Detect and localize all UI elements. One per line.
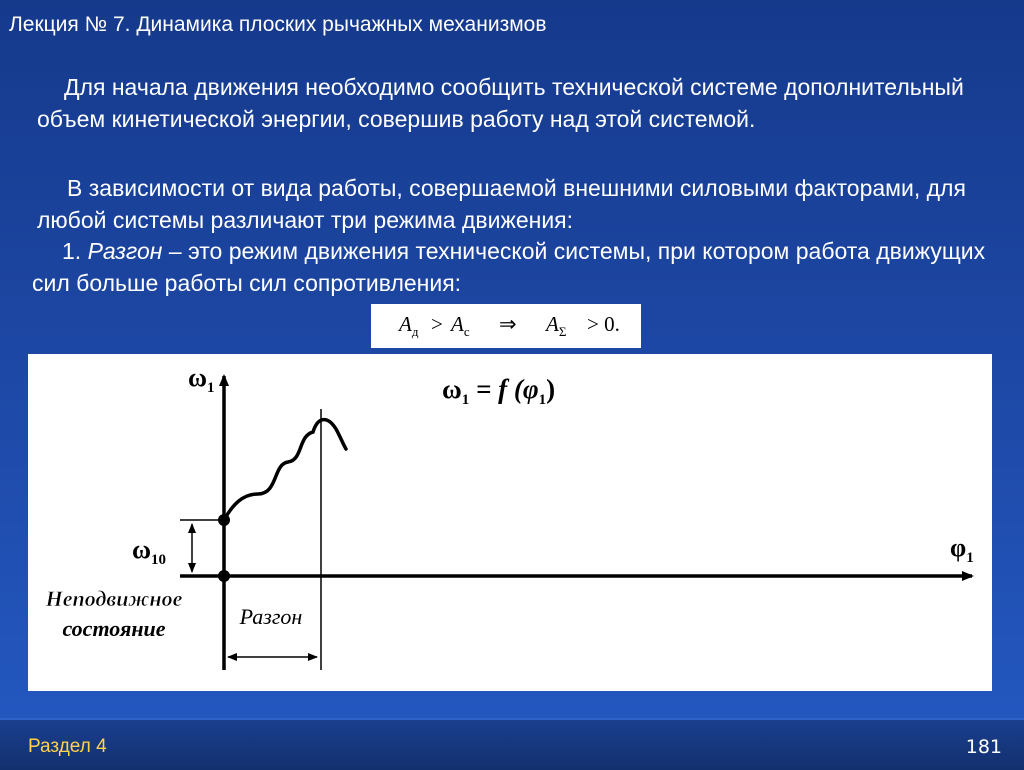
acceleration-label: Разгон bbox=[239, 604, 303, 629]
formula-box bbox=[371, 304, 641, 348]
y-axis-label: $\omega_1$ bbox=[188, 363, 215, 396]
paragraph-energy: Для начала движения необходимо сообщить технической системе дополнительный объем кинетической энергии, совершив работу над этой системой. bbox=[37, 74, 964, 132]
formula-work-driving: $A_д$ bbox=[399, 312, 419, 340]
footer-bar bbox=[0, 718, 1024, 770]
rest-state-label-line1: Неподвижное bbox=[45, 586, 183, 611]
item-number: 1. bbox=[62, 238, 88, 264]
slide-title: Лекция № 7. Динамика плоских рычажных механизмов bbox=[9, 13, 547, 36]
item-definition: – это режим движения технической системы, при котором работа движущих сил больше работы сил сопротивления: bbox=[32, 238, 986, 296]
formula-implies: ⇒ bbox=[499, 312, 517, 336]
omega10-label: $\omega_{10}$ bbox=[132, 535, 167, 568]
formula-gt: > bbox=[431, 312, 443, 336]
diagram-panel bbox=[28, 354, 992, 691]
section-label: Раздел 4 bbox=[28, 736, 107, 757]
function-label: $\omega_1 = f$ $(\varphi_1)$ bbox=[442, 374, 556, 408]
motion-diagram bbox=[28, 354, 992, 691]
formula-work-resist: $A_c$ bbox=[451, 312, 470, 340]
initial-omega-point bbox=[218, 514, 230, 526]
rest-state-label-line2: состояние bbox=[62, 616, 166, 641]
origin-point bbox=[218, 570, 230, 582]
item-term: Разгон bbox=[87, 238, 163, 264]
x-axis-label: $\varphi_1$ bbox=[950, 533, 974, 566]
formula-tail: > 0. bbox=[587, 312, 620, 336]
paragraph-acceleration bbox=[32, 235, 992, 299]
omega-curve bbox=[224, 420, 346, 520]
paragraph-modes: В зависимости от вида работы, совершаемой внешними силовыми факторами, для любой системы различают три режима движения: bbox=[37, 175, 966, 233]
formula-work-total: $A_\Sigma$ bbox=[546, 312, 567, 340]
page-number: 181 bbox=[965, 736, 1002, 758]
